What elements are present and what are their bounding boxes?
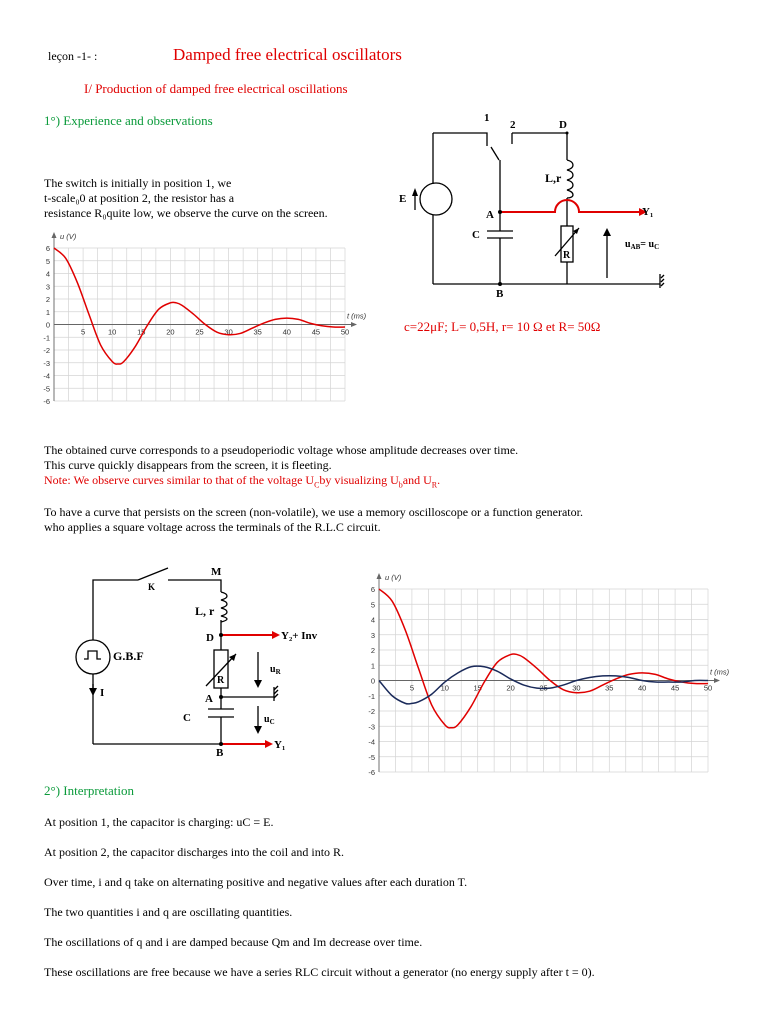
x-axis-label: t (ms) <box>347 311 367 321</box>
y-tick-label: 5 <box>45 256 50 266</box>
y-tick-label: 2 <box>45 295 50 304</box>
x-tick-label: 15 <box>137 327 146 337</box>
y-tick-label: -1 <box>368 691 375 701</box>
interp-line-4: The two quantities i and q are oscillating quantities. <box>44 905 293 919</box>
y-tick-label: 1 <box>370 661 375 671</box>
x-tick-label: 20 <box>166 327 175 337</box>
y-tick-label: -3 <box>43 358 50 368</box>
x-tick-label: 45 <box>311 327 321 337</box>
node-label-a-2: A <box>205 693 213 705</box>
y-tick-label: 0 <box>370 676 375 686</box>
y-axis-arrow <box>52 232 57 238</box>
y-axis-label: u (V) <box>60 232 77 241</box>
para-curve-description: The obtained curve corresponds to a pseudoperiodic voltage whose amplitude decreases over time. <box>44 443 519 457</box>
intro-line-1: The switch is initially in position 1, we <box>44 176 232 190</box>
x-axis-arrow <box>351 322 357 327</box>
node-label-b: B <box>496 288 504 300</box>
y-tick-label: -5 <box>43 384 50 394</box>
capacitor-label: C <box>472 229 480 241</box>
y-tick-label: 6 <box>45 244 50 253</box>
x-tick-label: 30 <box>224 327 233 337</box>
y2-inv-label: Y₂+ Inv <box>281 630 318 642</box>
interp-line-3: Over time, i and q take on alternating positive and negative values after each duration T. <box>44 875 468 889</box>
x-axis-arrow <box>714 678 720 683</box>
y-tick-label: -5 <box>368 752 375 762</box>
y-tick-label: 4 <box>45 269 50 279</box>
y1-label-2: Y₁ <box>274 739 286 751</box>
x-tick-label: 5 <box>81 327 86 337</box>
x-tick-label: 35 <box>605 683 614 693</box>
interp-line-2: At position 2, the capacitor discharges into the coil and into R. <box>44 845 345 859</box>
node-label-b-2: B <box>216 747 224 759</box>
circuit-diagram-2 <box>68 562 358 762</box>
interp-line-1: At position 1, the capacitor is charging: uC = E. <box>44 815 274 829</box>
x-tick-label: 25 <box>195 327 204 337</box>
y-tick-label: 3 <box>370 630 375 640</box>
x-tick-label: 15 <box>473 683 482 693</box>
node-label-a: A <box>486 209 494 221</box>
x-tick-label: 40 <box>638 683 647 693</box>
inductor-label-2: L, r <box>195 604 215 618</box>
x-tick-label: 10 <box>108 327 117 337</box>
voltage-chart-1 <box>30 228 370 410</box>
y-axis-arrow <box>377 573 382 579</box>
x-tick-label: 10 <box>440 683 449 693</box>
y-tick-label: 6 <box>370 585 375 594</box>
x-axis-label: t (ms) <box>710 667 730 677</box>
note-line: Note: We observe curves similar to that of the voltage $U_Cby$ visualizing $U_band$ $U_R$. <box>44 473 441 490</box>
y-tick-label: -3 <box>368 722 375 732</box>
para-memory-oscilloscope: To have a curve that persists on the screen (non-volatile), we use a memory oscilloscope or a function generator. <box>44 505 583 519</box>
node-label-d-2: D <box>206 632 214 644</box>
x-tick-label: 50 <box>340 327 350 337</box>
capacitor-label-2: C <box>183 712 191 724</box>
y-tick-label: -6 <box>368 768 375 777</box>
y-tick-label: -1 <box>43 333 50 343</box>
switch-label-k: K <box>148 582 156 592</box>
y-tick-label: -4 <box>368 737 375 747</box>
resistor-label-2: R <box>217 675 225 686</box>
x-tick-label: 40 <box>282 327 291 337</box>
voltage-ur-label: $u_R$ <box>270 664 281 676</box>
x-tick-label: 45 <box>670 683 680 693</box>
intro-line-2: t-scale₀0 at position 2, the resistor has a <box>44 191 235 205</box>
node-label-1: 1 <box>484 112 490 124</box>
inductor-label: L,r <box>545 171 562 185</box>
intro-line-3: resistance R₀quite low, we observe the curve on the screen. <box>44 206 328 220</box>
y-axis-label: u (V) <box>385 573 402 582</box>
node-label-d: D <box>559 119 567 131</box>
y-tick-label: -2 <box>368 707 375 716</box>
subsection-experience: 1°) Experience and observations <box>44 113 213 128</box>
y-tick-label: -2 <box>43 346 50 355</box>
page-title: Damped free electrical oscillators <box>173 45 402 64</box>
subsection-interpretation: 2°) Interpretation <box>44 783 135 798</box>
x-tick-label: 50 <box>703 683 713 693</box>
lesson-label: leçon -1- : <box>48 49 98 63</box>
y-tick-label: -6 <box>43 397 50 406</box>
voltage-chart-2 <box>350 568 755 778</box>
y-tick-label: 5 <box>370 600 375 610</box>
x-tick-label: 25 <box>539 683 548 693</box>
y-tick-label: 4 <box>370 615 375 625</box>
resistor-label: R <box>563 250 571 261</box>
voltage-uc-label: $u_C$ <box>264 714 275 726</box>
x-tick-label: 5 <box>409 683 414 693</box>
section-title: I/ Production of damped free electrical oscillations <box>84 81 348 96</box>
x-tick-label: 20 <box>506 683 515 693</box>
para-square-voltage: who applies a square voltage across the terminals of the R.L.C circuit. <box>44 520 381 534</box>
gbf-label: G.B.F <box>113 649 144 663</box>
interp-line-6: These oscillations are free because we have a series RLC circuit without a generator (no energy supply after t = 0). <box>44 965 595 979</box>
generator-label-e: E <box>399 193 407 205</box>
para-fleeting: This curve quickly disappears from the screen, it is fleeting. <box>44 458 332 472</box>
y1-label: Y₁ <box>642 206 654 218</box>
circuit-diagram-1 <box>395 108 675 303</box>
x-tick-label: 35 <box>253 327 262 337</box>
node-label-m: M <box>211 566 222 578</box>
y-tick-label: 3 <box>45 282 50 292</box>
node-label-2: 2 <box>510 119 516 131</box>
y-tick-label: 2 <box>370 646 375 655</box>
y-tick-label: 0 <box>45 320 50 330</box>
circuit-parameters: c=22μF; L= 0,5H, r= 10 Ω et R= 50Ω <box>404 319 601 334</box>
y-tick-label: 1 <box>45 307 50 317</box>
voltage-uab-label: $u_{AB}= u_C$ <box>625 239 660 251</box>
interp-line-5: The oscillations of q and i are damped because Qm and Im decrease over time. <box>44 935 423 949</box>
x-tick-label: 30 <box>572 683 581 693</box>
current-label-i: I <box>100 687 105 699</box>
y-tick-label: -4 <box>43 371 50 381</box>
